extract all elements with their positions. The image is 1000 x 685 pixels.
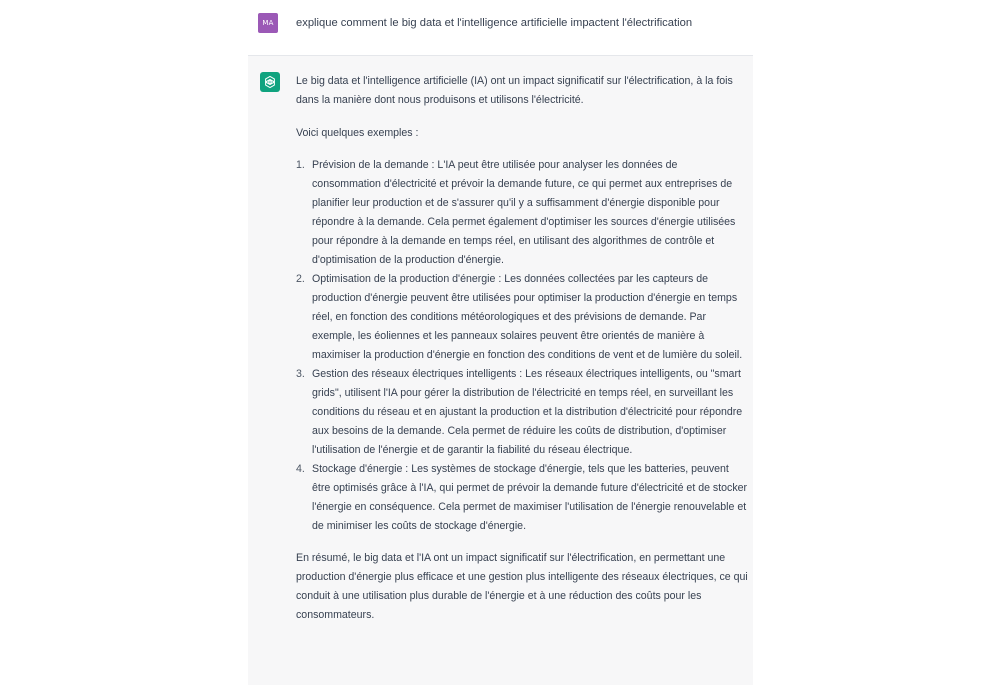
assistant-intro: Le big data et l'intelligence artificielle (IA) ont un impact significatif sur l'électrification, à la fois dans la manière dont nous produisons et utilisons l'électricité. [296,75,733,106]
assistant-lead: Voici quelques exemples : [296,127,419,139]
examples-list [296,156,748,536]
list-item-number: 4. [296,463,305,475]
list-item-text: Stockage d'énergie : Les systèmes de stockage d'énergie, tels que les batteries, peuvent être optimisés grâce à l'IA, qui permet de prévoir la demande future d'électricité et de stocker l'énergie en conséquence. Cela permet de maximiser l'utilisation de l'énergie renouvelable et de minimiser les coûts de stockage d'énergie. [312,463,748,532]
list-item-text: Gestion des réseaux électriques intelligents : Les réseaux électriques intelligents, ou "smart grids", utilisent l'IA pour gérer la distribution de l'électricité en temps réel, en surveillant les conditions du réseau et en ajustant la production et la distribution d'électricité pour répondre aux besoins de la demande. Cela permet de réduire les coûts de distribution, d'optimiser l'utilisation de l'énergie et de garantir la fiabilité du réseau électrique. [312,368,743,456]
list-item-number: 3. [296,368,305,380]
list-item [296,460,748,536]
assistant-avatar [260,72,280,92]
user-message-text: explique comment le big data et l'intelligence artificielle impactent l'électrification [296,17,693,29]
list-item-number: 2. [296,273,305,285]
list-item-text: Prévision de la demande : L'IA peut être utilisée pour analyser les données de consommation d'électricité et prévoir la demande future, ce qui permet aux entreprises de planifier leur production et de s'assurer qu'il y a suffisamment d'énergie disponible pour répondre à la demande. Cela permet également d'optimiser les sources d'énergie utilisées pour répondre à la demande en temps réel, en utilisant des algorithmes de contrôle et d'optimisation de la production d'énergie. [312,159,736,266]
assistant-message-content [296,72,748,625]
list-item [296,365,748,460]
list-item-number: 1. [296,159,305,171]
list-item-text: Optimisation de la production d'énergie : Les données collectées par les capteurs de production d'énergie peuvent être utilisées pour optimiser la production d'énergie en temps réel, en fonction des conditions météorologiques et des prévisions de demande. Par exemple, les éoliennes et les panneaux solaires peuvent être orientés de manière à maximiser la production d'énergie en fonction des conditions de vent et de lumière du soleil. [312,273,743,361]
examples-list-wrapper [296,156,748,536]
assistant-conclusion: En résumé, le big data et l'IA ont un impact significatif sur l'électrification, en permettant une production d'énergie plus efficace et une gestion plus intelligente des réseaux électriques, ce qui conduit à une utilisation plus durable de l'énergie et à une réduction des coûts pour les consommateurs. [296,552,748,621]
list-item [296,270,748,365]
user-message-row [248,0,753,56]
assistant-message-row [248,56,753,685]
openai-logo-icon [263,75,277,89]
list-item [296,156,748,270]
user-avatar: MA [258,13,278,33]
